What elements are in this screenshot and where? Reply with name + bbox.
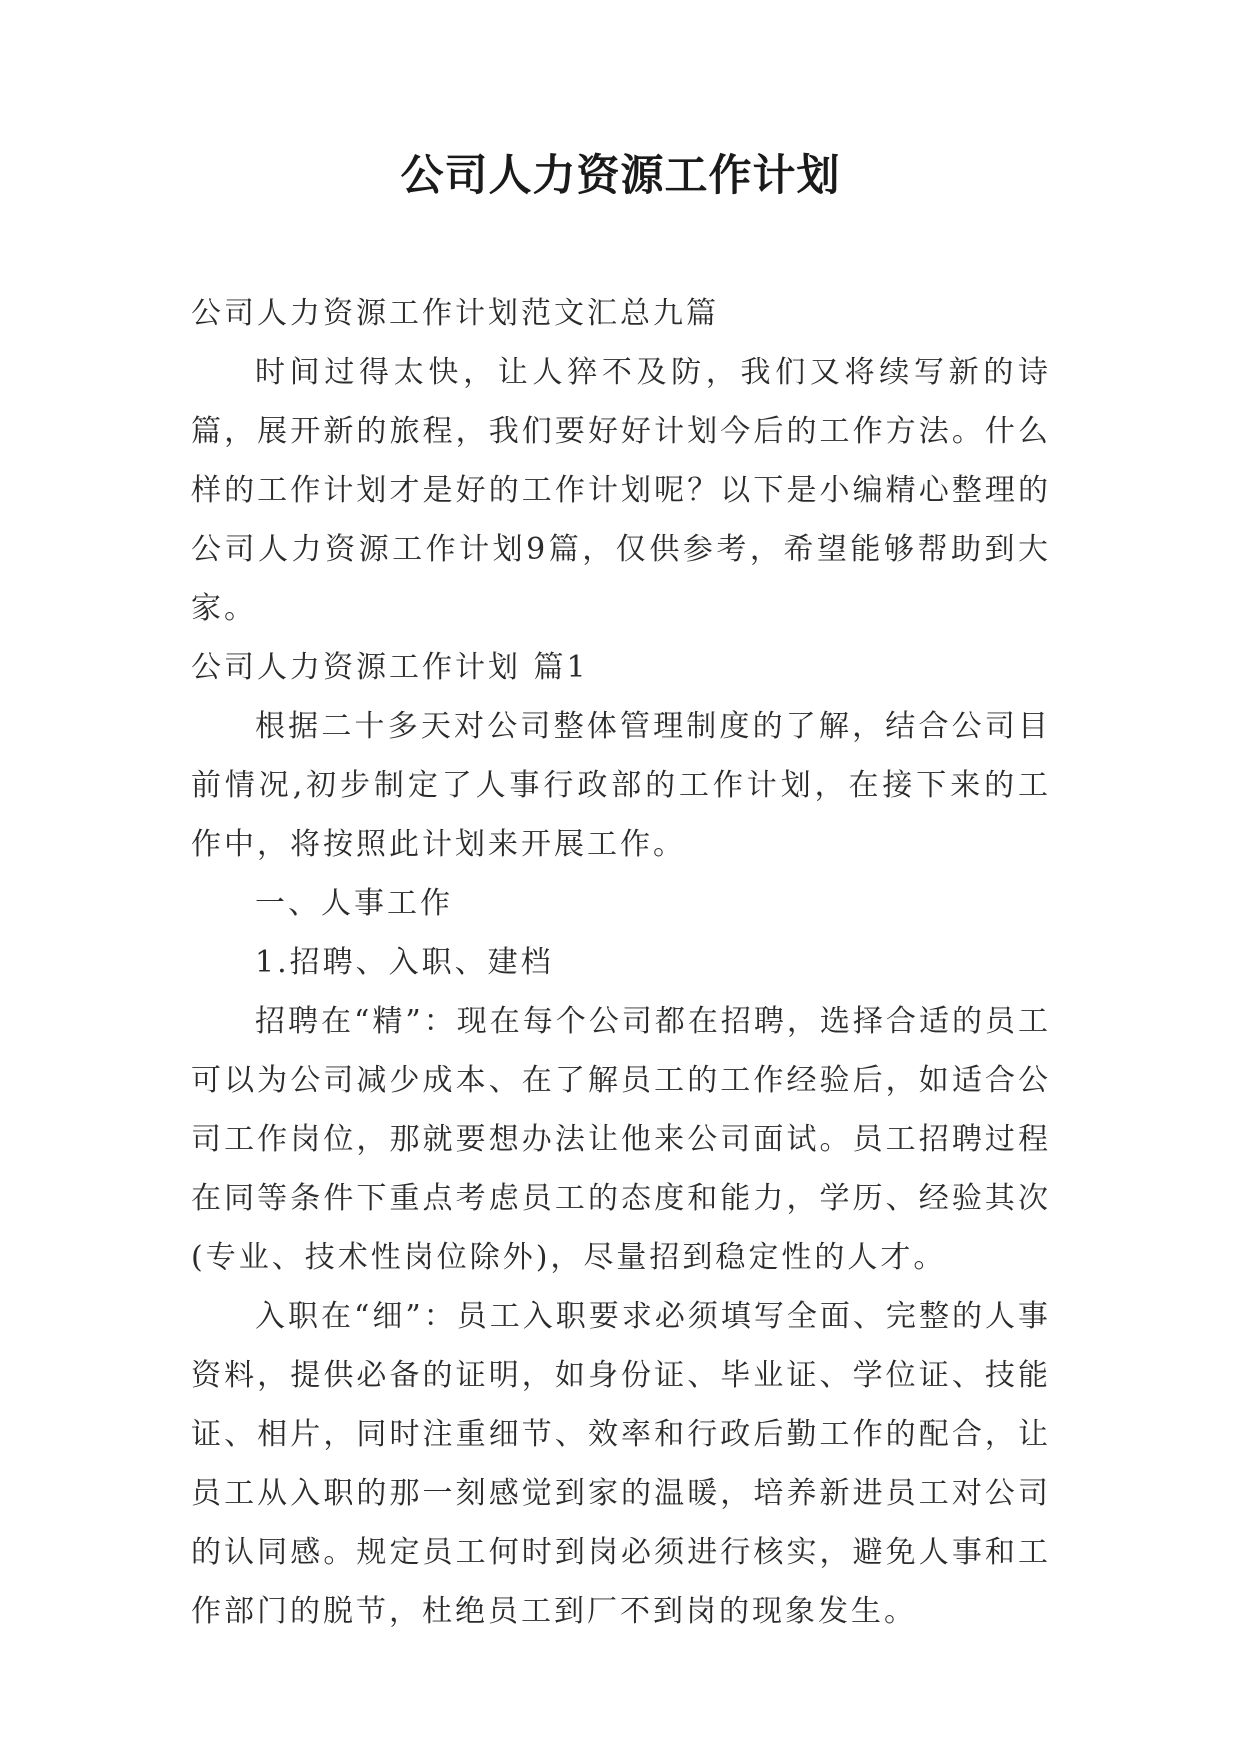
section-heading: 公司人力资源工作计划 篇1 bbox=[191, 650, 589, 685]
body-paragraph: 入职在“细”：员工入职要求必须填写全面、完整的人事资料，提供必备的证明，如身份证、毕业证、学位证、技能证、相片，同时注重细节、效率和行政后勤工作的配合，让员工从入职的那一刻感觉到家的温暖，培养新进员工对公司的认同感。规定员工何时到岗必须进行核实，避免人事和工作部门的脱节，杜绝员工到厂不到岗的现象发生。 bbox=[191, 1299, 1051, 1629]
document-title: 公司人力资源工作计划 bbox=[400, 151, 841, 201]
intro-paragraph: 时间过得太快，让人猝不及防，我们又将续写新的诗篇，展开新的旅程，我们要好好计划今后的工作方法。什么样的工作计划才是好的工作计划呢？以下是小编精心整理的公司人力资源工作计划9篇，仅供参考，希望能够帮助到大家。 bbox=[191, 355, 1051, 626]
document-subtitle: 公司人力资源工作计划范文汇总九篇 bbox=[191, 296, 719, 331]
subsection-heading: 一、人事工作 bbox=[255, 886, 453, 921]
document-body bbox=[191, 284, 1051, 1641]
body-paragraph: 招聘在“精”：现在每个公司都在招聘，选择合适的员工可以为公司减少成本、在了解员工的工作经验后，如适合公司工作岗位，那就要想办法让他来公司面试。员工招聘过程在同等条件下重点考虑员工的态度和能力，学历、经验其次(专业、技术性岗位除外)，尽量招到稳定性的人才。 bbox=[191, 1004, 1051, 1275]
body-paragraph: 根据二十多天对公司整体管理制度的了解，结合公司目前情况,初步制定了人事行政部的工作计划，在接下来的工作中，将按照此计划来开展工作。 bbox=[191, 709, 1051, 862]
item-heading: 1.招聘、入职、建档 bbox=[255, 945, 554, 980]
